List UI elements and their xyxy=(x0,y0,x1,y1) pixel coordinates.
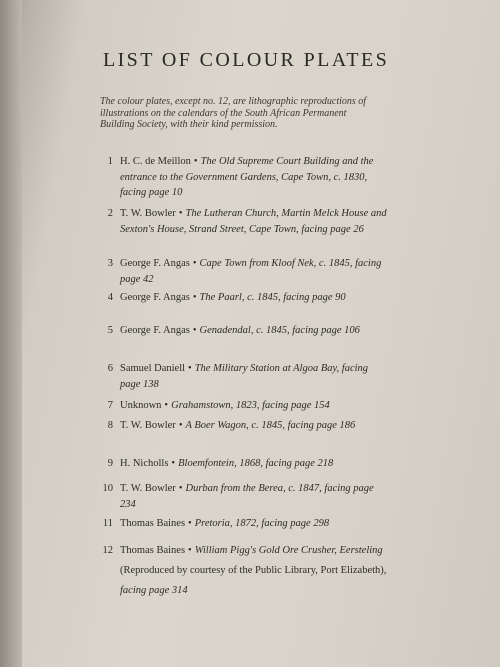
separator-bullet: • xyxy=(188,518,192,529)
plate-title: The Paarl, c. 1845, facing page 90 xyxy=(199,292,346,303)
separator-bullet: • xyxy=(164,400,169,411)
plate-number: 8 xyxy=(107,420,113,431)
plate-number: 6 xyxy=(107,363,113,374)
plate-number: 1 xyxy=(107,156,113,167)
separator-bullet: • xyxy=(193,156,198,167)
plate-artist: George F. Angas xyxy=(120,258,190,269)
plate-artist: Unknown xyxy=(120,400,162,411)
plate-page-reference: facing page 314 xyxy=(120,585,188,596)
plate-artist: Samuel Daniell xyxy=(120,363,186,374)
plate-title: Cape Town from Kloof Nek, c. 1845, facing page 42 xyxy=(120,258,382,285)
page-title: LIST OF COLOUR PLATES xyxy=(103,49,390,71)
plate-title: Durban from the Berea, c. 1847, facing page 234 xyxy=(120,483,374,510)
separator-bullet: • xyxy=(178,420,183,431)
plate-number: 3 xyxy=(107,258,113,269)
separator-bullet: • xyxy=(192,325,197,336)
plate-artist: H. C. de Meillon xyxy=(120,156,191,167)
separator-bullet: • xyxy=(192,258,197,269)
plate-artist: H. Nicholls xyxy=(120,458,169,469)
plate-number: 5 xyxy=(107,325,113,336)
plate-title: The Old Supreme Court Building and the entrance to the Government Gardens, Cape Town, c. 1830, facing page 10 xyxy=(120,156,374,198)
book-page xyxy=(100,0,400,667)
plate-title: Pretoria, 1872, facing page 298 xyxy=(194,518,330,529)
plate-artist: George F. Angas xyxy=(120,325,190,336)
plate-title: Genadendal, c. 1845, facing page 106 xyxy=(199,325,360,336)
plate-title: Grahamstown, 1823, facing page 154 xyxy=(171,400,330,411)
plate-artist: T. W. Bowler xyxy=(120,208,176,219)
plate-number: 4 xyxy=(107,292,113,303)
plate-number: 12 xyxy=(102,545,113,556)
plate-artist: T. W. Bowler xyxy=(120,483,176,494)
page-edge xyxy=(0,0,22,667)
plate-title: The Lutheran Church, Martin Melck House and Sexton's House, Strand Street, Cape Town, facing page 26 xyxy=(120,208,387,235)
separator-bullet: • xyxy=(192,292,197,303)
plate-artist: Thomas Baines xyxy=(120,518,186,529)
separator-bullet: • xyxy=(188,545,192,556)
separator-bullet: • xyxy=(171,458,176,469)
plate-title: Bloemfontein, 1868, facing page 218 xyxy=(178,458,334,469)
intro-paragraph: The colour plates, except no. 12, are lithographic reproductions of illustrations on the calendars of the South African Permanent Building Society, with their kind permission. xyxy=(100,96,367,130)
plate-artist: George F. Angas xyxy=(120,292,190,303)
plate-title: William Pigg's Gold Ore Crusher, Eersteling xyxy=(194,545,383,556)
plate-credit-note: (Reproduced by courtesy of the Public Library, Port Elizabeth), xyxy=(120,565,387,576)
plate-title: The Military Station at Algoa Bay, facing page 138 xyxy=(120,363,369,390)
separator-bullet: • xyxy=(178,483,183,494)
plate-number: 11 xyxy=(102,518,113,529)
plate-artist: Thomas Baines xyxy=(120,545,186,556)
plate-artist: T. W. Bowler xyxy=(120,420,176,431)
separator-bullet: • xyxy=(188,363,192,374)
plate-number: 10 xyxy=(102,483,113,494)
plate-number: 7 xyxy=(107,400,113,411)
plate-number: 9 xyxy=(107,458,113,469)
plate-title: A Boer Wagon, c. 1845, facing page 186 xyxy=(185,420,356,431)
plate-number: 2 xyxy=(107,208,113,219)
separator-bullet: • xyxy=(178,208,183,219)
